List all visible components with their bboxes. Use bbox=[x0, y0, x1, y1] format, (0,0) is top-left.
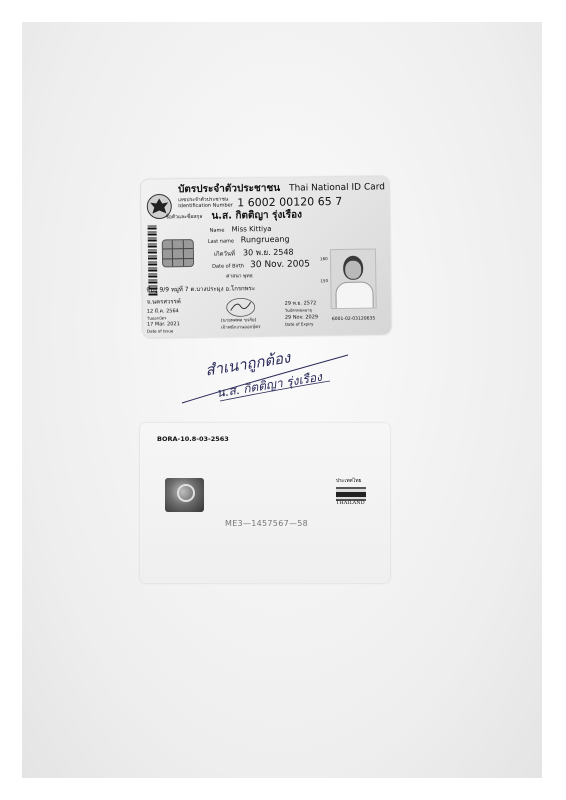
country-th: ประเทศไทย bbox=[336, 478, 362, 484]
officer-name: (นายทศพล ขจรัย) bbox=[220, 318, 257, 324]
signer-name-text: น.ส. กิตติญา รุ่งเรือง bbox=[215, 369, 323, 401]
dob-th: 30 พ.ย. 2548 bbox=[242, 247, 294, 258]
expiry-date-th: 29 พ.ย. 2572 bbox=[284, 300, 317, 307]
id-card-back bbox=[140, 423, 390, 583]
dob-en: 30 Nov. 2005 bbox=[250, 259, 310, 271]
expiry-label-en: Date of Expiry bbox=[284, 321, 314, 327]
last-name-label: Last name bbox=[207, 238, 235, 245]
name-en: Miss Kittiya bbox=[231, 224, 272, 234]
thai-flag-icon bbox=[336, 487, 366, 499]
id-card-front bbox=[141, 176, 391, 337]
issue-label-en: Date of Issue bbox=[146, 328, 174, 334]
address-line1: ที่อยู่ 9/9 หมู่ที่ 7 ต.บางประมุง อ.โกรกพระ bbox=[146, 285, 256, 294]
id-label-en: Identification Number bbox=[178, 202, 233, 210]
card-title-en: Thai National ID Card bbox=[288, 182, 386, 194]
back-code: BORA-10.8-03-2563 bbox=[157, 435, 229, 443]
height-mark-150: 150 bbox=[320, 278, 329, 284]
name-en-label: Name bbox=[209, 227, 225, 234]
issue-date-th: 12 มี.ค. 2564 bbox=[146, 308, 179, 315]
official-seal-icon bbox=[223, 296, 259, 319]
expiry-label-th: วันบัตรหมดอายุ bbox=[284, 307, 312, 313]
smart-chip bbox=[162, 239, 194, 267]
id-number: 1 6002 00120 65 7 bbox=[237, 194, 343, 210]
issue-label-th: วันออกบัตร bbox=[146, 315, 167, 321]
height-mark-160: 160 bbox=[319, 256, 328, 262]
issue-date-en: 17 Mar. 2021 bbox=[146, 321, 180, 328]
id-label-th: เลขประจำตัวประชาชน bbox=[178, 196, 229, 204]
certified-copy-text: สำเนาถูกต้อง bbox=[204, 348, 292, 380]
hologram-icon bbox=[165, 478, 204, 512]
officer-title: เจ้าพนักงานออกบัตร bbox=[220, 325, 261, 331]
barcode-strip bbox=[148, 226, 158, 296]
card-title-th: บัตรประจำตัวประชาชน bbox=[177, 182, 281, 196]
country-en: THAILAND bbox=[336, 500, 365, 506]
last-name: Rungrueang bbox=[240, 234, 290, 245]
expiry-date-en: 29 Nov. 2029 bbox=[284, 314, 319, 321]
holder-photo bbox=[330, 248, 377, 309]
dob-en-label: Date of Birth bbox=[212, 263, 245, 270]
laser-number: ME3—1457567—58 bbox=[225, 519, 309, 528]
dob-th-label: เกิดวันที่ bbox=[213, 250, 236, 258]
name-th: น.ส. กิตติญา รุ่งเรือง bbox=[211, 209, 303, 222]
address-line2: จ.นครสวรรค์ bbox=[146, 298, 181, 306]
religion: ศาสนา พุทธ bbox=[226, 273, 253, 280]
card-serial: 6001-02-03120635 bbox=[331, 316, 376, 323]
name-th-label: ชื่อตัวและชื่อสกุล bbox=[165, 213, 203, 221]
